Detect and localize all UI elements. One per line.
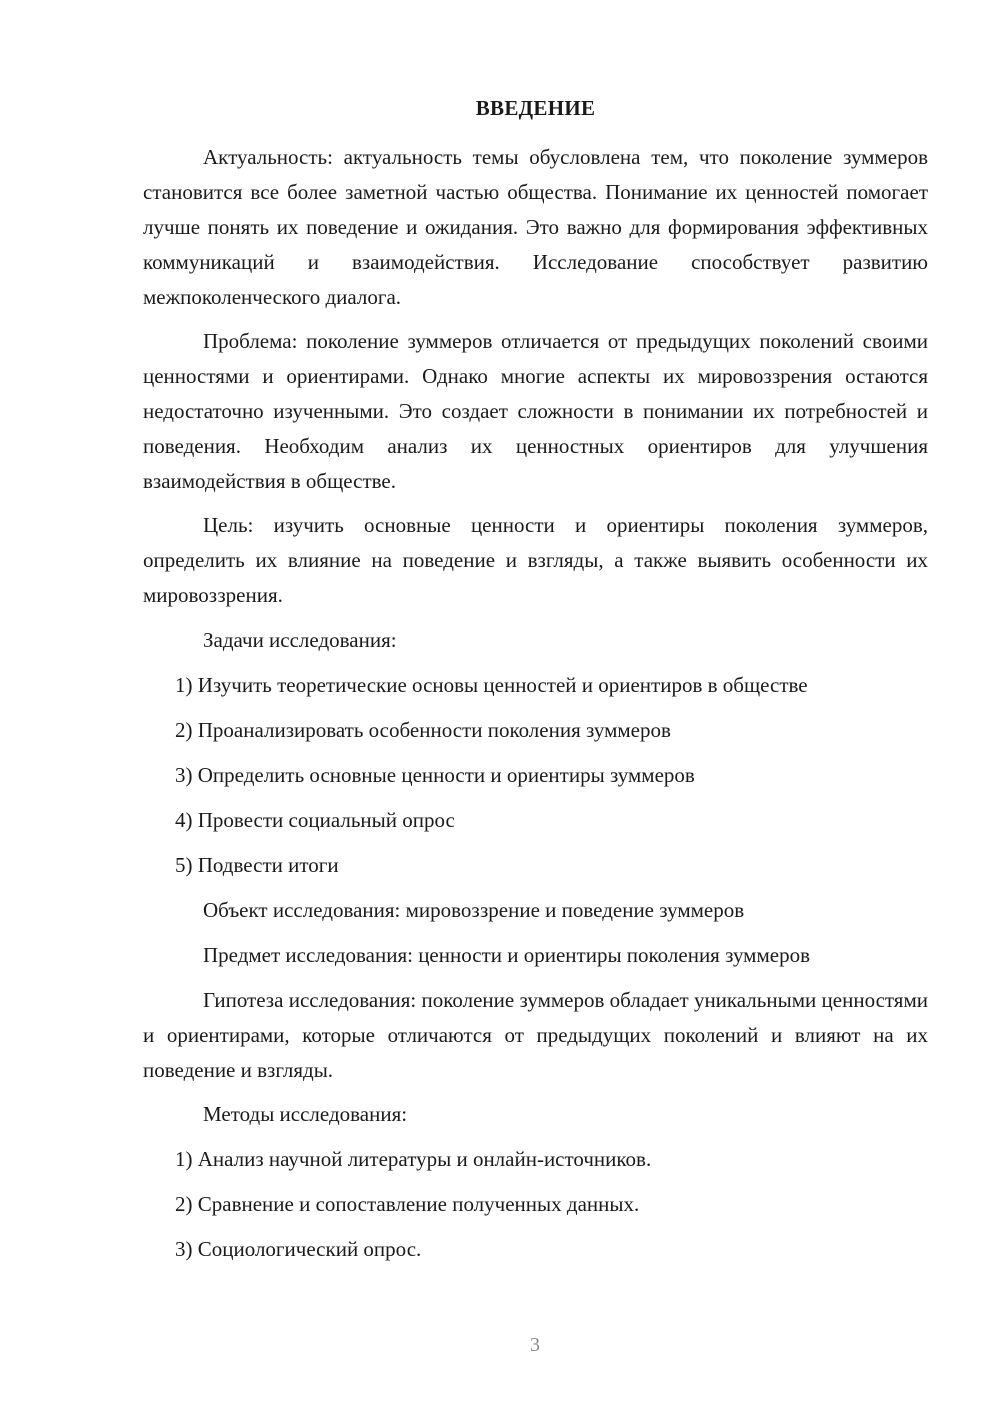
page-number: 3 (530, 1334, 540, 1356)
object-line: Объект исследования: мировоззрение и поведение зуммеров (203, 898, 745, 922)
goal-paragraph: Цель: изучить основные ценности и ориентиры поколения зуммеров, определить их влияние на поведение и взгляды, а также выявить особенности их мировоззрения. (143, 513, 928, 607)
page-title: ВВЕДЕНИЕ (475, 96, 596, 120)
task-item: 4) Провести социальный опрос (175, 808, 455, 832)
tasks-heading: Задачи исследования: (203, 628, 397, 652)
method-item: 1) Анализ научной литературы и онлайн-источников. (175, 1147, 652, 1171)
method-item: 3) Социологический опрос. (175, 1237, 422, 1261)
task-item: 5) Подвести итоги (175, 853, 339, 877)
task-item: 1) Изучить теоретические основы ценностей и ориентиров в обществе (175, 673, 808, 697)
hypothesis-paragraph: Гипотеза исследования: поколение зуммеров обладает уникальными ценностями и ориентирами, которые отличаются от предыдущих поколений и влияют на их поведение и взгляды. (143, 988, 928, 1082)
page-body (143, 140, 928, 1267)
methods-heading: Методы исследования: (203, 1102, 408, 1126)
subject-line: Предмет исследования: ценности и ориентиры поколения зуммеров (203, 943, 810, 967)
problem-paragraph: Проблема: поколение зуммеров отличается от предыдущих поколений своими ценностями и ориентирами. Однако многие аспекты их мировоззрения остаются недостаточно изученными. Это создает сложности в понимании их потребностей и поведения. Необходим анализ их ценностных ориентиров для улучшения взаимодействия в обществе. (143, 329, 928, 493)
task-item: 2) Проанализировать особенности поколения зуммеров (175, 718, 671, 742)
task-item: 3) Определить основные ценности и ориентиры зуммеров (175, 763, 695, 787)
relevance-paragraph: Актуальность: актуальность темы обусловлена тем, что поколение зуммеров становится все более заметной частью общества. Понимание их ценностей помогает лучше понять их поведение и ожидания. Это важно для формирования эффективных коммуникаций и взаимодействия. Исследование способствует развитию межпоколенческого диалога. (143, 145, 928, 309)
method-item: 2) Сравнение и сопоставление полученных данных. (175, 1192, 640, 1216)
